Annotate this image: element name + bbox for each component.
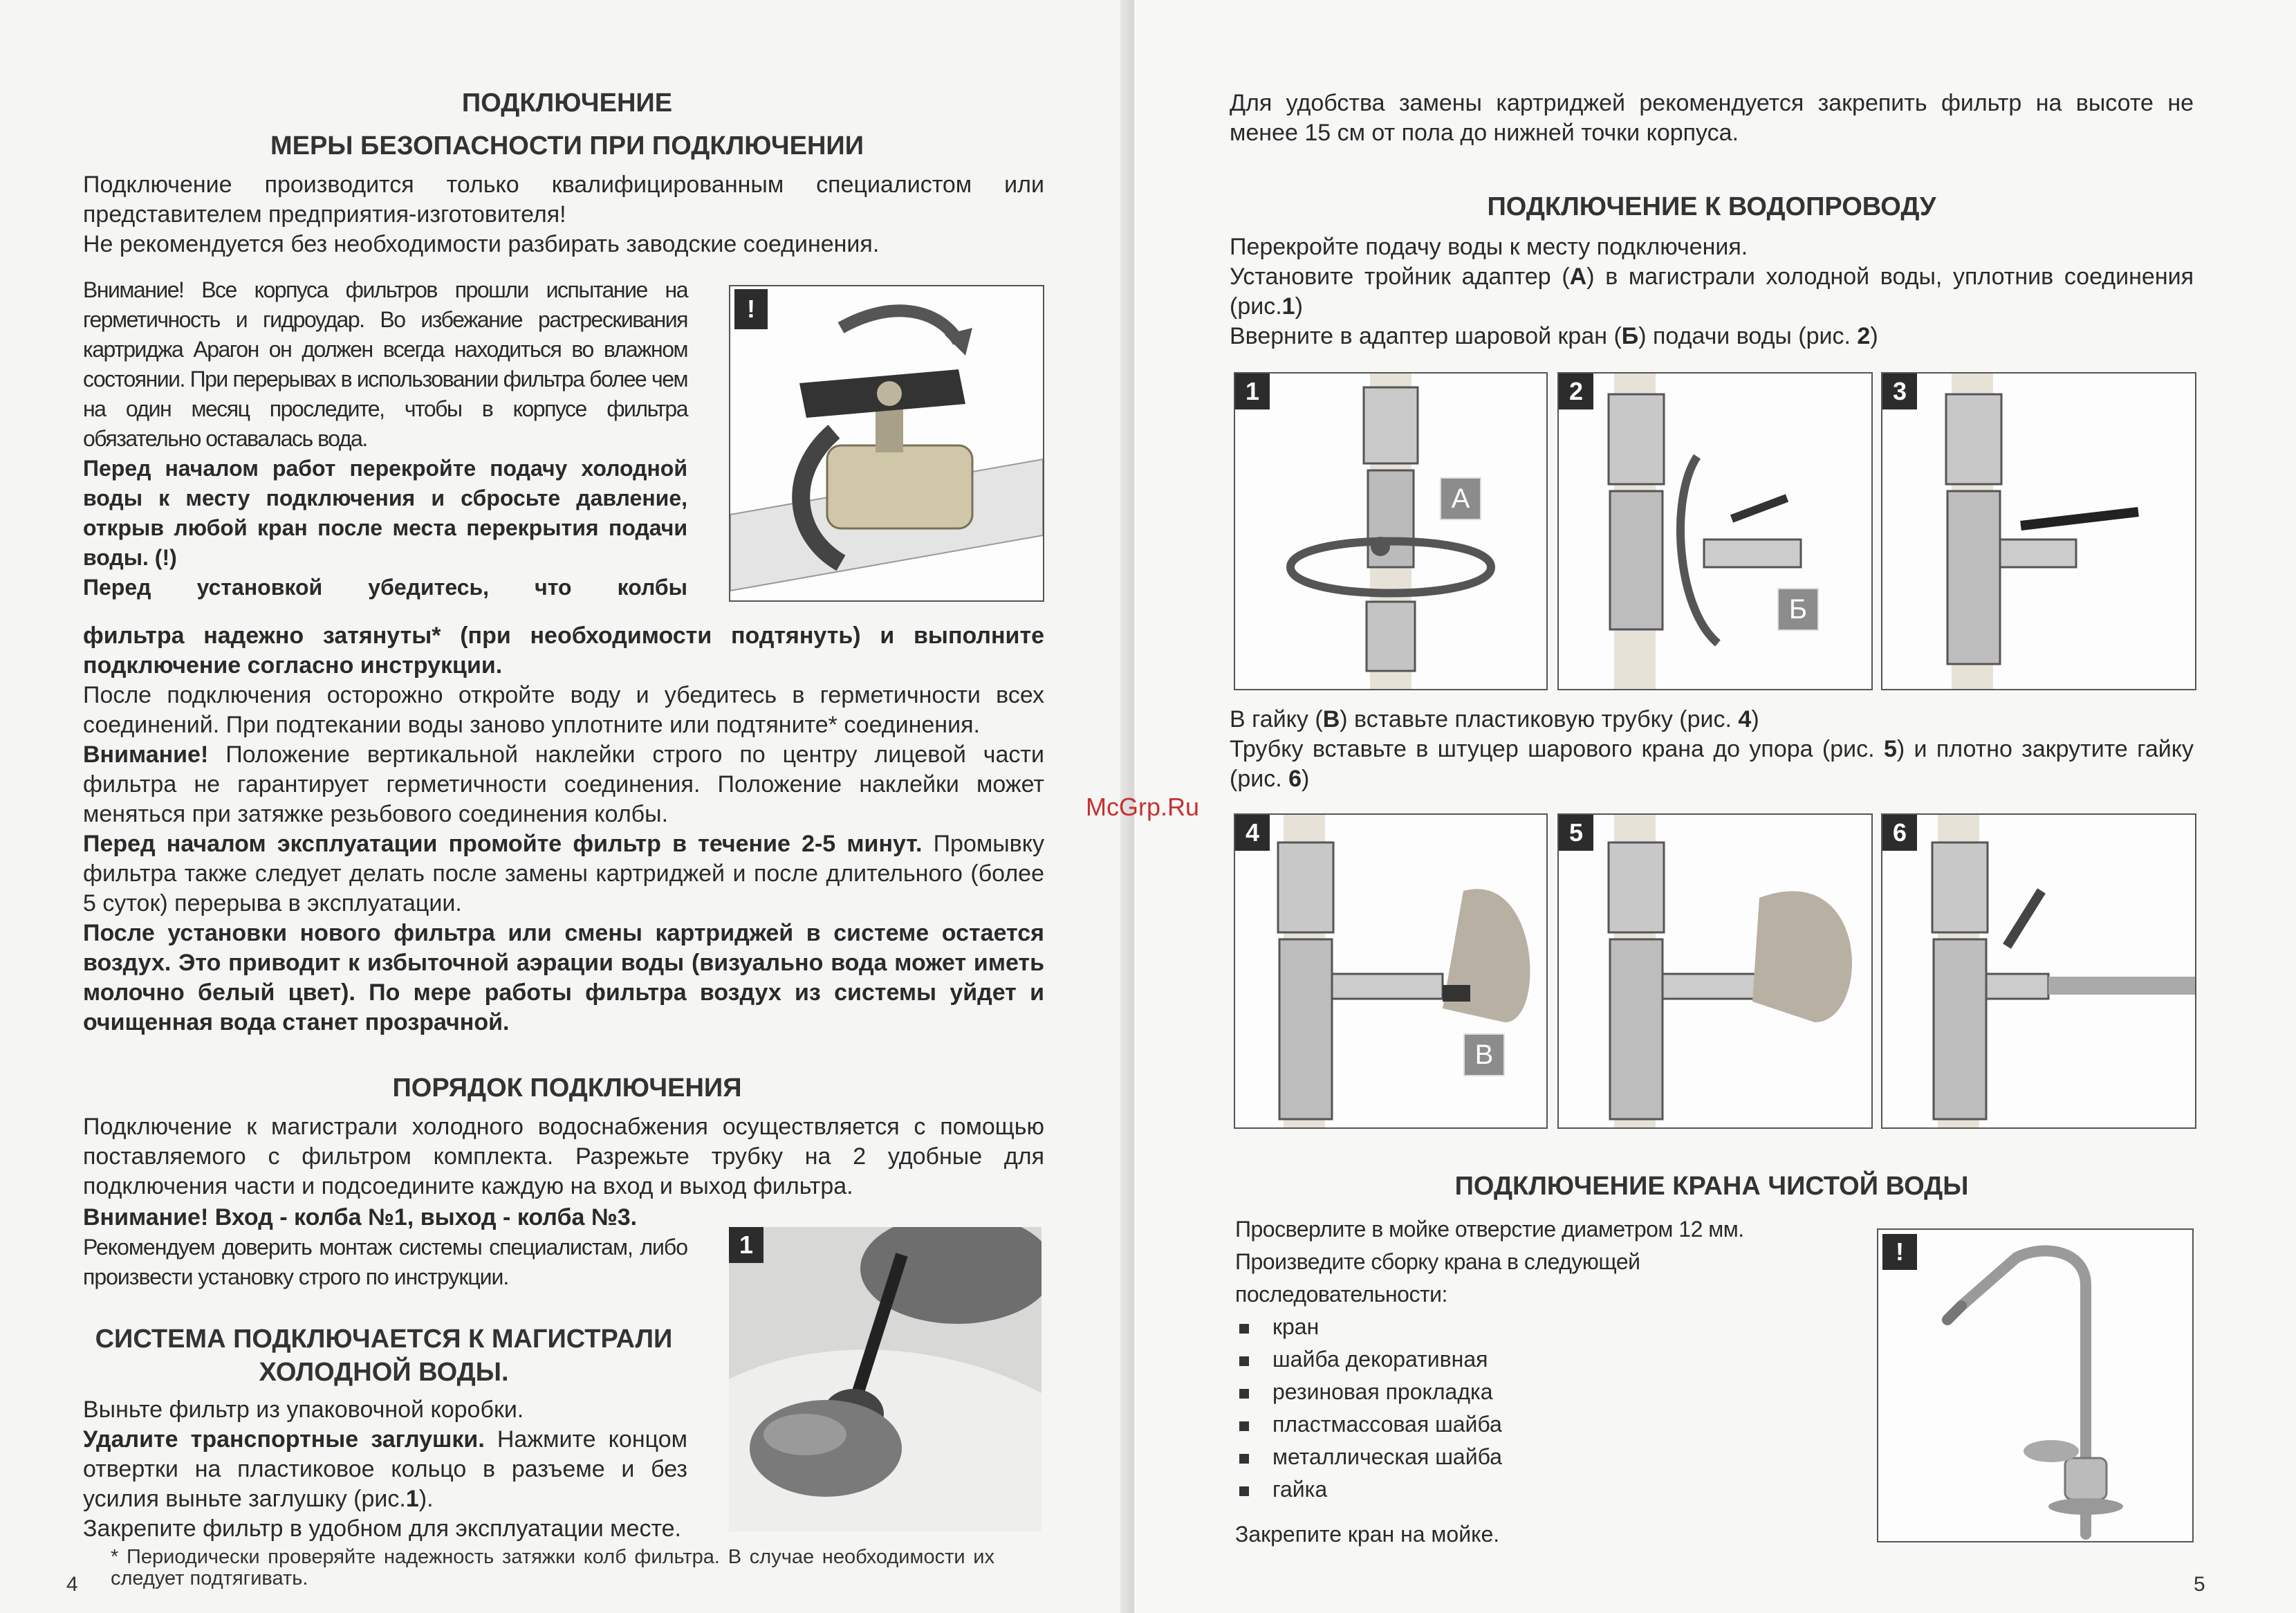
tube-nut-illustration — [1235, 815, 1546, 1127]
fix-tap-text: Закрепите кран на мойке. — [1235, 1522, 1500, 1547]
valve-step-text: ) подачи воды (рис. — [1638, 323, 1858, 349]
figure-nut-tightened — [1881, 813, 2196, 1129]
assembly-text: Произведите сборку крана в следующей последовательности: — [1235, 1249, 1640, 1307]
list-item: кран — [1235, 1311, 1830, 1343]
left-page — [0, 0, 1134, 1613]
figure-badge: 1 — [729, 1227, 763, 1263]
figure-badge: 3 — [1882, 374, 1917, 409]
flush-bold: Перед началом эксплуатации промойте фильтр в течение 2-5 минут. — [83, 831, 923, 857]
valve-step — [1230, 322, 2194, 351]
tube-step-end: ) — [1751, 706, 1759, 732]
height-block — [1230, 89, 2194, 148]
warning-text: Внимание! Все корпуса фильтров прошли испытание на герметичность и гидроудар. Во избежание растрескивания картриджа Арагон он должен всегда находиться во влажном состоянии. При перерывах в использовании фильтра более чем на один месяц проследите, чтобы в корпусе фильтра обязательно оставалась вода. — [83, 277, 687, 451]
figure-tee-adapter — [1234, 372, 1548, 690]
intro-paragraph: Не рекомендуется без необходимости разбирать заводские соединения. — [83, 231, 880, 257]
height-text: Для удобства замены картриджей рекомендуется закрепить фильтр на высоте не менее 15 см от пола до нижней точки корпуса. — [1230, 90, 2194, 146]
valve-ref: 2 — [1857, 323, 1871, 349]
flush-note — [83, 829, 1044, 919]
list-item: пластмассовая шайба — [1235, 1408, 1830, 1441]
drill-text: Просверлите в мойке отверстие диаметром 12 мм. — [1235, 1217, 1744, 1242]
remove-ref: 1 — [405, 1486, 419, 1512]
valve-step-end: ) — [1870, 323, 1878, 349]
tube-letter: В — [1322, 706, 1340, 732]
watermark: McGrp.Ru — [1086, 793, 1200, 821]
tube-step — [1230, 705, 2194, 735]
tee-step-text: ) в магистрали холодной воды, уплотнив соединения (рис. — [1230, 264, 2194, 320]
page-number: 4 — [66, 1573, 78, 1596]
nut-tightened-illustration — [1882, 815, 2195, 1127]
insert-step-text: Трубку вставьте в штуцер шарового крана до упора (рис. — [1230, 736, 1884, 762]
tube-step-text: ) вставьте пластиковую трубку (рис. — [1340, 706, 1739, 732]
order-text: Подключение к магистрали холодного водоснабжения осуществляется с помощью поставляемого с фильтром комплекта. Разрежьте трубку на 2 удобные для подключения части и подсоедините каждую на вход и выход фильтра. — [83, 1114, 1044, 1199]
shutoff-step: Перекройте подачу воды к месту подключения. — [1230, 234, 1748, 260]
assembly-list — [1235, 1311, 1830, 1506]
assembled-valve-illustration — [1882, 374, 2195, 689]
figure-tube-nut — [1234, 813, 1548, 1129]
inout-block — [83, 1203, 687, 1292]
figure-ball-valve — [1557, 372, 1873, 690]
tap-instructions — [1235, 1213, 1830, 1551]
remove-end: ). — [418, 1486, 434, 1512]
recommend-text: Рекомендуем доверить монтаж системы специалистам, либо произвести установку строго по инструкции. — [83, 1235, 687, 1289]
air-note: После установки нового фильтра или смены картриджей в системе остается воздух. Это приводит к избыточной аэрации воды (визуально вода может иметь молочно белый цвет). По мере работы фильтра воздух из системы уйдет и очищенная вода станет прозрачной. — [83, 920, 1044, 1035]
faucet-illustration — [1878, 1230, 2192, 1541]
main-instructions — [83, 621, 1044, 1038]
tap-title: ПОДКЛЮЧЕНИЕ КРАНА ЧИСТОЙ ВОДЫ — [1454, 1172, 1969, 1201]
ball-valve-illustration — [730, 286, 1043, 600]
right-page — [1134, 0, 2296, 1613]
fix-filter-text: Закрепите фильтр в удобном для эксплуатации месте. — [83, 1515, 681, 1542]
sticker-note — [83, 740, 1044, 829]
tee-ref: 1 — [1281, 293, 1295, 320]
shutoff-warning: Перед началом работ перекройте подачу холодной воды к месту подключения и сбросьте давление, открыв любой кран после места перекрытия подачи воды. (!) — [83, 456, 687, 570]
plug-removal-photo — [729, 1227, 1041, 1531]
water-title: ПОДКЛЮЧЕНИЕ К ВОДОПРОВОДУ — [1487, 192, 1936, 221]
tube-insert-illustration — [1559, 815, 1871, 1127]
after-connect-text: После подключения осторожно откройте воду и убедитесь в герметичности всех соединений. При подтекании воды заново уплотните или подтяните* соединения. — [83, 682, 1044, 738]
system-title: СИСТЕМА ПОДКЛЮЧАЕТСЯ К МАГИСТРАЛИ ХОЛОДНОЙ ВОДЫ. — [95, 1325, 673, 1387]
valve-step-text: Вверните в адаптер шаровой кран ( — [1230, 323, 1622, 349]
insert-step-text: ) и плотно закрутите гайку (рис. — [1230, 736, 2194, 792]
attention-text: Положение вертикальной наклейки строго по центру лицевой части фильтра не гарантирует герметичности соединения. Положение наклейки может меняться при затяжке резьбового соединения колбы. — [83, 741, 1044, 827]
valve-letter: Б — [1621, 323, 1639, 349]
ball-valve-figure — [729, 285, 1044, 602]
remove-bold: Удалите транспортные заглушки. — [83, 1426, 485, 1453]
unpack-block — [83, 1395, 687, 1544]
list-item: резиновая прокладка — [1235, 1376, 1830, 1408]
order-title: ПОРЯДОК ПОДКЛЮЧЕНИЯ — [392, 1073, 742, 1103]
flush-text: Промывку фильтра также следует делать после замены картриджей и после длительного (более 5 суток) перерыва в эксплуатации. — [83, 831, 1044, 916]
figure-badge: 5 — [1559, 815, 1593, 851]
tee-step-text: Установите тройник адаптер ( — [1230, 264, 1570, 290]
section-subtitle: МЕРЫ БЕЗОПАСНОСТИ ПРИ ПОДКЛЮЧЕНИИ — [270, 131, 864, 160]
label-b: Б — [1777, 588, 1819, 631]
intro-block — [83, 170, 1044, 259]
insert-ref: 5 — [1883, 736, 1897, 762]
page-number: 5 — [2194, 1573, 2205, 1596]
tube-steps — [1230, 705, 2194, 794]
tee-adapter-illustration — [1235, 374, 1546, 689]
list-item: шайба декоративная — [1235, 1343, 1830, 1376]
inout-note: Внимание! Вход - колба №1, выход - колба №3. — [83, 1204, 638, 1231]
attention-label: Внимание! — [83, 741, 209, 768]
ball-valve-install-illustration — [1559, 374, 1871, 689]
warning-block — [83, 275, 687, 602]
intro-paragraph: Подключение производится только квалифицированным специалистом или представителем предприятия-изготовителя! — [83, 172, 1044, 228]
figure-badge: ! — [1882, 1234, 1917, 1270]
figure-tube-insert — [1557, 813, 1873, 1129]
tee-letter: А — [1569, 264, 1587, 290]
insert-ref: 6 — [1288, 766, 1302, 792]
figure-assembled-valve — [1881, 372, 2196, 690]
figure-badge: ! — [734, 289, 768, 329]
tee-step — [1230, 262, 2194, 322]
label-v: В — [1463, 1033, 1505, 1076]
insert-step — [1230, 735, 2194, 794]
tee-step-end: ) — [1295, 293, 1303, 320]
order-block — [83, 1112, 1044, 1201]
plug-removal-figure — [729, 1227, 1041, 1531]
tap-figure — [1877, 1228, 2194, 1542]
insert-step-end: ) — [1302, 766, 1310, 792]
figure-badge: 6 — [1882, 815, 1917, 851]
label-a: А — [1440, 477, 1481, 520]
unpack-text: Выньте фильтр из упаковочной коробки. — [83, 1397, 524, 1423]
check-bowls-continued: фильтра надежно затянуты* (при необходимости подтянуть) и выполните подключение согласно инструкции. — [83, 623, 1044, 679]
list-item: металлическая шайба — [1235, 1441, 1830, 1473]
tube-ref: 4 — [1738, 706, 1752, 732]
footnote: * Периодически проверяйте надежность затяжки колб фильтра. В случае необходимости их следует подтягивать. — [111, 1546, 994, 1589]
water-steps — [1230, 232, 2194, 351]
list-item: гайка — [1235, 1473, 1830, 1506]
figure-badge: 1 — [1235, 374, 1270, 409]
section-title: ПОДКЛЮЧЕНИЕ — [461, 89, 673, 118]
remove-plugs-text — [83, 1425, 687, 1514]
tube-step-text: В гайку ( — [1230, 706, 1323, 732]
figure-badge: 4 — [1235, 815, 1270, 851]
check-bowls-warning: Перед установкой убедитесь, что колбы — [83, 575, 687, 600]
remove-text: Нажмите концом отвертки на пластиковое кольцо в разъеме и без усилия выньте заглушку (рис. — [83, 1426, 687, 1512]
figure-badge: 2 — [1559, 374, 1593, 409]
